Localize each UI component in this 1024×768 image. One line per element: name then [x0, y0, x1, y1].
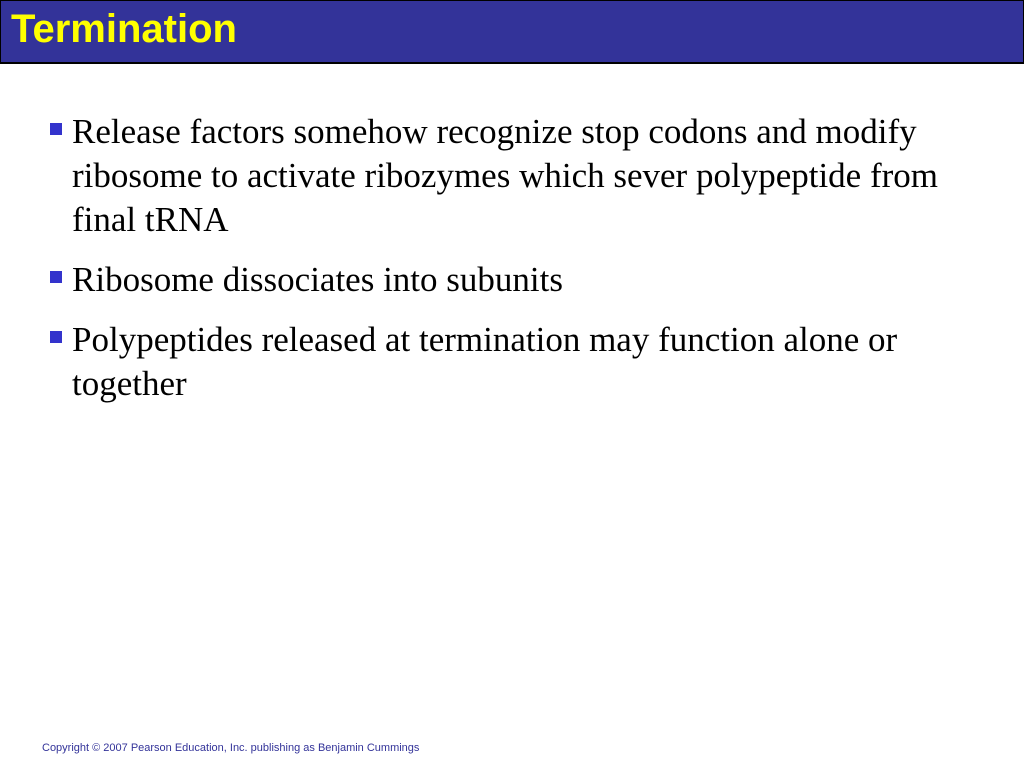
slide-title: Termination: [11, 7, 237, 51]
square-bullet-icon: [50, 271, 62, 283]
bullet-list: [46, 110, 976, 406]
title-bar: [0, 0, 1024, 64]
square-bullet-icon: [50, 123, 62, 135]
bullet-text: Release factors somehow recognize stop codons and modify ribosome to activate ribozymes which sever polypeptide from final tRNA: [72, 112, 938, 239]
bullet-text: Polypeptides released at termination may function alone or together: [72, 320, 898, 403]
bullet-item: [46, 110, 976, 242]
copyright-footer: Copyright © 2007 Pearson Education, Inc. publishing as Benjamin Cummings: [42, 742, 420, 754]
bullet-item: [46, 318, 976, 406]
square-bullet-icon: [50, 331, 62, 343]
bullet-item: [46, 258, 976, 302]
bullet-text: Ribosome dissociates into subunits: [72, 260, 563, 299]
